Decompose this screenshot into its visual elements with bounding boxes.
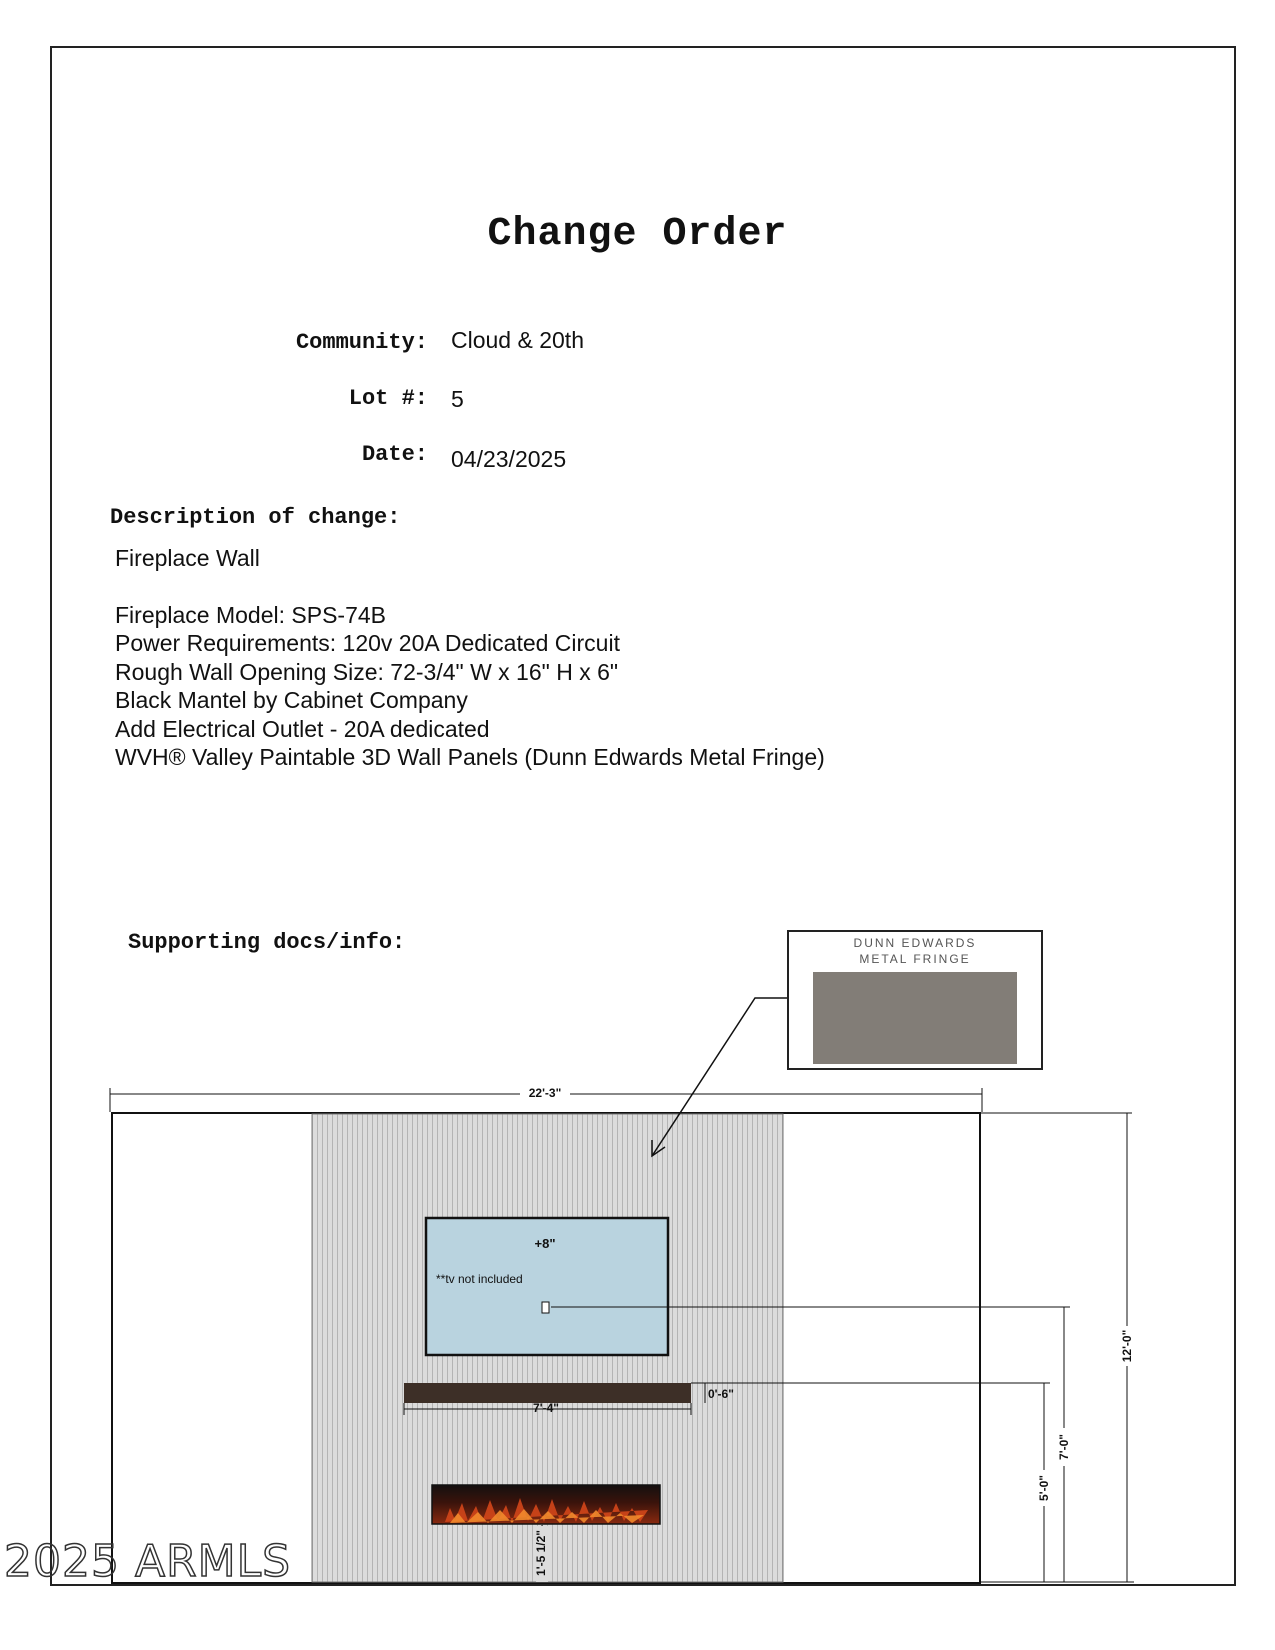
description-line: Add Electrical Outlet - 20A dedicated [115,715,490,742]
tv-offset-label: +8" [534,1236,556,1251]
date-value: 04/23/2025 [451,446,567,472]
outlet-icon [542,1302,549,1313]
mantel-width-label: 7'-4" [533,1401,559,1415]
swatch-color-name: METAL FRINGE [859,952,971,966]
description-line: Rough Wall Opening Size: 72-3/4" W x 16" H x 6" [115,658,619,685]
lot-value: 5 [451,386,464,412]
description-heading: Fireplace Wall [115,545,260,571]
wall-width-label: 22'-3" [528,1086,562,1100]
description-line: Power Requirements: 120v 20A Dedicated Circuit [115,630,620,656]
description-line: Fireplace Model: SPS-74B [115,601,387,628]
swatch-brand: DUNN EDWARDS [853,936,977,950]
mantel-height-label: 5'-0" [1037,1475,1051,1501]
description-label: Description of change: [110,505,401,530]
watermark: 2025 ARMLS [4,1536,292,1587]
wall-height-label: 12'-0" [1120,1329,1134,1363]
mantel-thickness-label: 0'-6" [708,1387,734,1401]
date-label: Date: [361,442,428,467]
fireplace-height-label: 1'-5 1/2" [534,1530,548,1576]
description-line: WVH® Valley Paintable 3D Wall Panels (Dunn Edwards Metal Fringe) [115,744,825,770]
lot-label: Lot #: [348,386,428,411]
mantel-shelf [404,1383,691,1403]
page-title: Change Order [487,212,788,257]
tv-note: **tv not included [436,1272,523,1286]
description-line: Black Mantel by Cabinet Company [115,687,468,713]
community-value: Cloud & 20th [451,327,584,353]
outlet-height-label: 7'-0" [1057,1434,1071,1460]
community-label: Community: [295,330,428,355]
supporting-docs-label: Supporting docs/info: [128,930,406,955]
